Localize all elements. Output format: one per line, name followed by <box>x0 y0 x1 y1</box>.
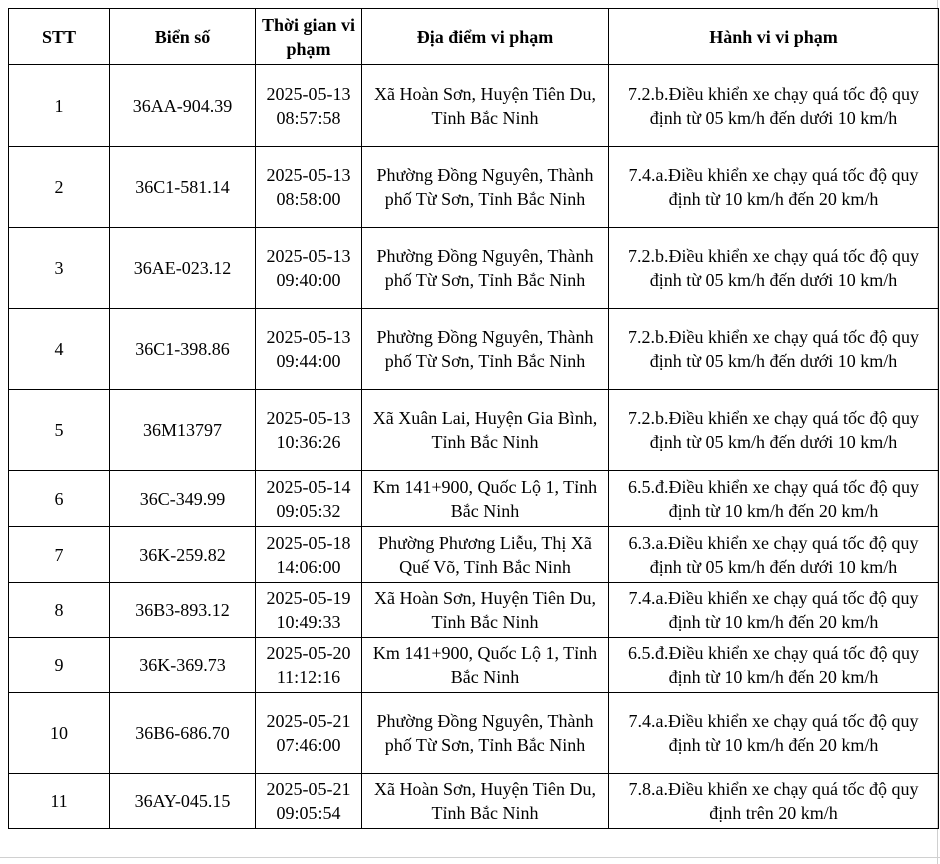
cell-location: Km 141+900, Quốc Lộ 1, Tỉnh Bắc Ninh <box>362 471 609 527</box>
cell-violation: 7.4.a.Điều khiển xe chạy quá tốc độ quy định từ 10 km/h đến 20 km/h <box>609 693 939 774</box>
table-row <box>9 774 939 829</box>
cell-stt: 7 <box>9 527 110 583</box>
grid-line <box>0 857 940 858</box>
violations-table <box>8 8 939 829</box>
cell-stt: 2 <box>9 147 110 228</box>
cell-violation: 7.4.a.Điều khiển xe chạy quá tốc độ quy định từ 10 km/h đến 20 km/h <box>609 147 939 228</box>
cell-violation: 7.2.b.Điều khiển xe chạy quá tốc độ quy định từ 05 km/h đến dưới 10 km/h <box>609 228 939 309</box>
cell-location: Phường Phương Liễu, Thị Xã Quế Võ, Tỉnh Bắc Ninh <box>362 527 609 583</box>
cell-time-value: 11:12:16 <box>276 667 341 687</box>
cell-date-value: 2025-05-19 <box>266 588 351 608</box>
cell-location: Phường Đồng Nguyên, Thành phố Từ Sơn, Tỉnh Bắc Ninh <box>362 309 609 390</box>
cell-stt: 11 <box>9 774 110 829</box>
cell-plate: 36AE-023.12 <box>110 228 256 309</box>
cell-date-value: 2025-05-13 <box>266 408 351 428</box>
cell-time-value: 09:05:32 <box>276 500 341 521</box>
cell-location: Xã Hoàn Sơn, Huyện Tiên Du, Tỉnh Bắc Ninh <box>362 583 609 638</box>
table-row <box>9 471 939 527</box>
header-time: Thời gian vi phạm <box>256 9 362 65</box>
cell-time <box>256 65 362 147</box>
table-row <box>9 583 939 638</box>
cell-stt: 1 <box>9 65 110 147</box>
cell-time <box>256 390 362 471</box>
cell-time <box>256 471 362 527</box>
cell-location: Phường Đồng Nguyên, Thành phố Từ Sơn, Tỉnh Bắc Ninh <box>362 228 609 309</box>
cell-violation: 7.2.b.Điều khiển xe chạy quá tốc độ quy định từ 05 km/h đến dưới 10 km/h <box>609 309 939 390</box>
cell-stt: 4 <box>9 309 110 390</box>
table-row <box>9 390 939 471</box>
table-row <box>9 527 939 583</box>
cell-date-value: 2025-05-20 <box>266 643 351 663</box>
cell-plate: 36C-349.99 <box>110 471 256 527</box>
cell-location: Xã Xuân Lai, Huyện Gia Bình, Tỉnh Bắc Ninh <box>362 390 609 471</box>
cell-plate: 36M13797 <box>110 390 256 471</box>
cell-time <box>256 147 362 228</box>
cell-stt: 10 <box>9 693 110 774</box>
cell-time-value: 10:36:26 <box>276 432 341 452</box>
header-stt: STT <box>9 9 110 65</box>
cell-time-value: 14:06:00 <box>276 556 341 577</box>
table-row <box>9 65 939 147</box>
cell-date-value: 2025-05-21 <box>266 779 351 799</box>
cell-violation: 6.5.đ.Điều khiển xe chạy quá tốc độ quy định từ 10 km/h đến 20 km/h <box>609 638 939 693</box>
cell-plate: 36AY-045.15 <box>110 774 256 829</box>
cell-time-value: 10:49:33 <box>276 612 341 632</box>
cell-time <box>256 774 362 829</box>
table-row <box>9 638 939 693</box>
cell-violation: 7.8.a.Điều khiển xe chạy quá tốc độ quy định trên 20 km/h <box>609 774 939 829</box>
table-row <box>9 693 939 774</box>
header-location: Địa điểm vi phạm <box>362 9 609 65</box>
cell-time-value: 08:58:00 <box>276 189 341 209</box>
cell-time <box>256 527 362 583</box>
cell-location: Km 141+900, Quốc Lộ 1, Tỉnh Bắc Ninh <box>362 638 609 693</box>
cell-violation: 7.4.a.Điều khiển xe chạy quá tốc độ quy định từ 10 km/h đến 20 km/h <box>609 583 939 638</box>
cell-stt: 9 <box>9 638 110 693</box>
cell-plate: 36AA-904.39 <box>110 65 256 147</box>
cell-location: Phường Đồng Nguyên, Thành phố Từ Sơn, Tỉnh Bắc Ninh <box>362 693 609 774</box>
cell-date-value: 2025-05-13 <box>266 165 351 185</box>
cell-location: Xã Hoàn Sơn, Huyện Tiên Du, Tỉnh Bắc Ninh <box>362 65 609 147</box>
cell-violation: 6.5.đ.Điều khiển xe chạy quá tốc độ quy định từ 10 km/h đến 20 km/h <box>609 471 939 527</box>
cell-stt: 6 <box>9 471 110 527</box>
cell-time-value: 08:57:58 <box>276 107 341 128</box>
cell-date-value: 2025-05-13 <box>266 83 351 104</box>
table-row <box>9 147 939 228</box>
cell-plate: 36C1-581.14 <box>110 147 256 228</box>
cell-violation: 7.2.b.Điều khiển xe chạy quá tốc độ quy định từ 05 km/h đến dưới 10 km/h <box>609 65 939 147</box>
cell-plate: 36B3-893.12 <box>110 583 256 638</box>
cell-time-value: 09:05:54 <box>276 803 341 823</box>
cell-time-value: 09:44:00 <box>276 351 341 371</box>
cell-plate: 36B6-686.70 <box>110 693 256 774</box>
cell-stt: 3 <box>9 228 110 309</box>
cell-date-value: 2025-05-13 <box>266 246 351 266</box>
table-row <box>9 228 939 309</box>
cell-plate: 36K-259.82 <box>110 527 256 583</box>
cell-time <box>256 228 362 309</box>
cell-time <box>256 309 362 390</box>
cell-time-value: 09:40:00 <box>276 270 341 290</box>
cell-violation: 7.2.b.Điều khiển xe chạy quá tốc độ quy định từ 05 km/h đến dưới 10 km/h <box>609 390 939 471</box>
cell-stt: 8 <box>9 583 110 638</box>
cell-violation: 6.3.a.Điều khiển xe chạy quá tốc độ quy định từ 05 km/h đến dưới 10 km/h <box>609 527 939 583</box>
cell-time <box>256 638 362 693</box>
cell-time <box>256 583 362 638</box>
header-violation: Hành vi vi phạm <box>609 9 939 65</box>
header-plate: Biển số <box>110 9 256 65</box>
cell-time-value: 07:46:00 <box>276 735 341 755</box>
cell-date-value: 2025-05-21 <box>266 711 351 731</box>
cell-date-value: 2025-05-13 <box>266 327 351 347</box>
cell-date-value: 2025-05-18 <box>266 532 351 553</box>
cell-time <box>256 693 362 774</box>
table-row <box>9 309 939 390</box>
header-row <box>9 9 939 65</box>
cell-location: Phường Đồng Nguyên, Thành phố Từ Sơn, Tỉnh Bắc Ninh <box>362 147 609 228</box>
cell-stt: 5 <box>9 390 110 471</box>
cell-plate: 36K-369.73 <box>110 638 256 693</box>
cell-location: Xã Hoàn Sơn, Huyện Tiên Du, Tỉnh Bắc Ninh <box>362 774 609 829</box>
cell-plate: 36C1-398.86 <box>110 309 256 390</box>
cell-date-value: 2025-05-14 <box>266 476 351 497</box>
